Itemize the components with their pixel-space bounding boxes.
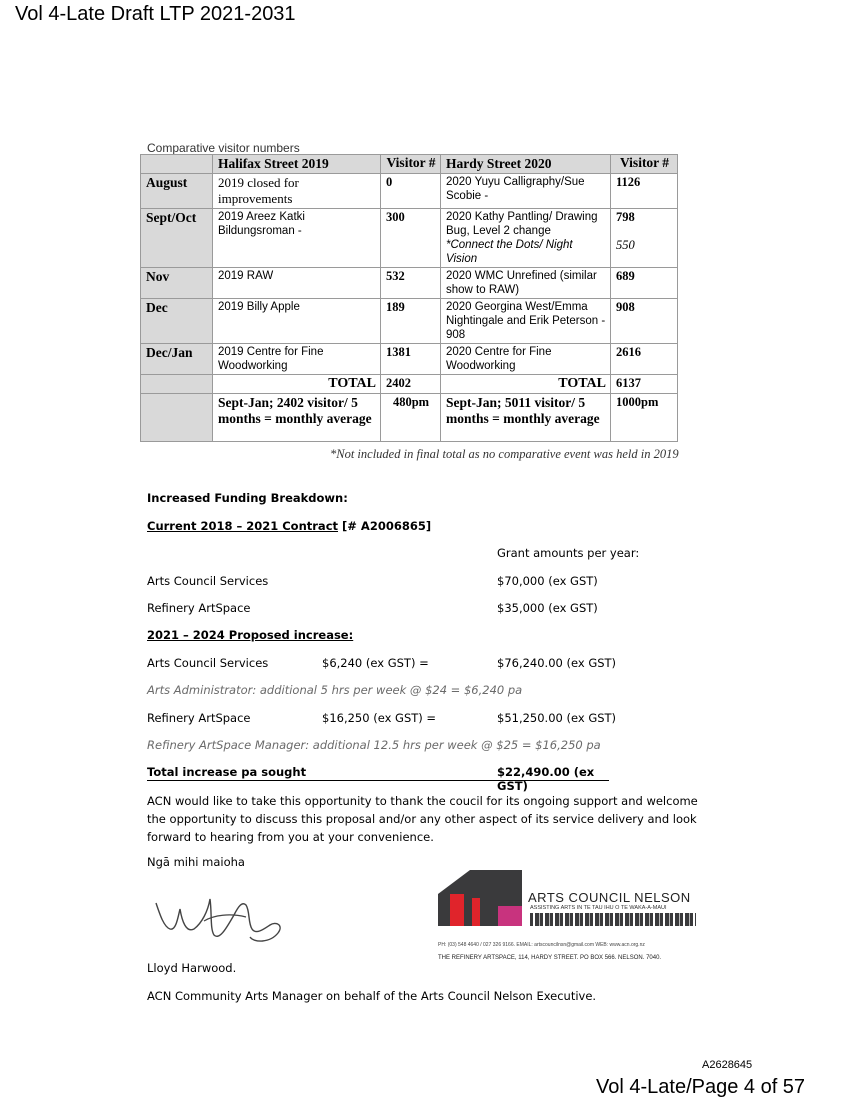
table-row — [141, 344, 678, 375]
current-contract-title: Current 2018 – 2021 Contract — [147, 519, 339, 533]
current-contract-line — [147, 519, 431, 533]
ras-label: Refinery ArtSpace — [147, 601, 251, 615]
header-empty — [141, 155, 213, 174]
average-text-2020: Sept-Jan; 5011 visitor/ 5 months = monthly average — [441, 394, 611, 442]
table-row — [141, 174, 678, 209]
month-cell: Dec/Jan — [141, 344, 213, 375]
event-2020-cell — [441, 209, 611, 268]
total-row — [141, 375, 678, 394]
average-text-2019: Sept-Jan; 2402 visitor/ 5 months = monthly average — [213, 394, 381, 442]
closing-paragraph: ACN would like to take this opportunity to thank the coucil for its ongoing support and welcome the opportunity to discuss this proposal and/or any other aspect of its service delivery and look forward to hearing from you at your convenience. — [147, 794, 698, 844]
month-cell: August — [141, 174, 213, 209]
signature-image — [150, 885, 300, 950]
visitors-2019: 1381 — [381, 344, 441, 375]
contract-ref: [# A2006865] — [338, 519, 432, 533]
funding-title: Increased Funding Breakdown: — [147, 491, 348, 505]
visitors-2020: 689 — [611, 268, 678, 299]
event-2020: 2020 Centre for Fine Woodworking — [441, 344, 611, 375]
visitors-2020: 798 — [616, 210, 635, 224]
month-cell: Sept/Oct — [141, 209, 213, 268]
header-hardy: Hardy Street 2020 — [441, 155, 611, 174]
event-2020: 2020 Yuyu Calligraphy/Sue Scobie - — [441, 174, 611, 209]
total-label-2020: TOTAL — [441, 375, 611, 394]
visitors-2020-extra: 550 — [616, 238, 635, 252]
logo-tagline: ASSISTING ARTS IN TE TAU IHU O TE WAKA-A-MAUI — [530, 905, 667, 911]
visitors-2019: 300 — [381, 209, 441, 268]
proposed-title: 2021 – 2024 Proposed increase: — [147, 628, 354, 642]
total-increase-label: Total increase pa sought — [147, 765, 307, 779]
event-2019: 2019 closed for improvements — [213, 174, 381, 209]
ras-note: Refinery ArtSpace Manager: additional 12.5 hrs per week @ $25 = $16,250 pa — [147, 738, 601, 752]
event-2020: 2020 Georgina West/Emma Nightingale and Erik Peterson - 908 — [441, 299, 611, 344]
table-row — [141, 268, 678, 299]
table-header-row — [141, 155, 678, 174]
month-cell: Dec — [141, 299, 213, 344]
table-row — [141, 299, 678, 344]
visitors-2020: 1126 — [611, 174, 678, 209]
ras-label-proposed: Refinery ArtSpace — [147, 711, 251, 725]
table-footnote: *Not included in final total as no comparative event was held in 2019 — [330, 447, 679, 461]
logo-org-name: ARTS COUNCIL NELSON — [528, 890, 691, 905]
acs-label: Arts Council Services — [147, 574, 269, 588]
signatory-role: ACN Community Arts Manager on behalf of the Arts Council Nelson Executive. — [147, 989, 597, 1003]
logo-maori-pattern — [530, 913, 696, 926]
logo-contact: PH: (03) 548 4640 / 027 326 9166. EMAIL: artscouncilnsn@gmail.com WEB: www.acn.org.nz — [438, 942, 645, 948]
total-2020: 6137 — [611, 375, 678, 394]
ras-new-amount: $51,250.00 (ex GST) — [497, 711, 617, 725]
average-2020: 1000pm — [611, 394, 678, 442]
event-2019: 2019 RAW — [213, 268, 381, 299]
visitor-comparison-table — [140, 154, 678, 442]
header-visitor-2020: Visitor # — [611, 155, 678, 174]
header-halifax: Halifax Street 2019 — [213, 155, 381, 174]
visitors-2020: 2616 — [611, 344, 678, 375]
visitors-2020-cell — [611, 209, 678, 268]
average-empty — [141, 394, 213, 442]
ras-current-amount: $35,000 (ex GST) — [497, 601, 598, 615]
header-visitor-2019: Visitor # — [381, 155, 441, 174]
total-label-2019: TOTAL — [213, 375, 381, 394]
acs-current-amount: $70,000 (ex GST) — [497, 574, 598, 588]
page-header: Vol 4-Late Draft LTP 2021-2031 — [15, 3, 296, 25]
table-row — [141, 209, 678, 268]
acs-label-proposed: Arts Council Services — [147, 656, 269, 670]
average-2019: 480pm — [381, 394, 441, 442]
total-2019: 2402 — [381, 375, 441, 394]
event-2020: 2020 Kathy Pantling/ Drawing Bug, Level 2 change — [446, 211, 598, 237]
page-footer: Vol 4-Late/Page 4 of 57 — [596, 1076, 806, 1098]
average-row — [141, 394, 678, 442]
grant-heading: Grant amounts per year: — [497, 546, 640, 560]
table-caption: Comparative visitor numbers — [147, 141, 300, 155]
document-reference: A2628645 — [702, 1059, 753, 1071]
signatory-name: Lloyd Harwood. — [147, 961, 237, 975]
total-empty — [141, 375, 213, 394]
total-increase-line — [147, 765, 609, 793]
total-increase-value: $22,490.00 (ex GST) — [497, 765, 595, 793]
logo-address: THE REFINERY ARTSPACE, 114, HARDY STREET. PO BOX 566. NELSON. 7040. — [438, 955, 662, 961]
sign-off: Ngā mihi maioha — [147, 855, 245, 869]
visitors-2019: 532 — [381, 268, 441, 299]
event-2020: 2020 WMC Unrefined (similar show to RAW) — [441, 268, 611, 299]
visitors-2020: 908 — [611, 299, 678, 344]
acs-note: Arts Administrator: additional 5 hrs per week @ $24 = $6,240 pa — [147, 683, 523, 697]
month-cell: Nov — [141, 268, 213, 299]
ras-increase: $16,250 (ex GST) = — [322, 711, 437, 725]
event-2019: 2019 Areez Katki Bildungsroman - — [213, 209, 381, 268]
event-2019: 2019 Centre for Fine Woodworking — [213, 344, 381, 375]
acs-new-amount: $76,240.00 (ex GST) — [497, 656, 617, 670]
arts-council-logo — [438, 870, 698, 965]
acs-increase: $6,240 (ex GST) = — [322, 656, 429, 670]
logo-building-icon — [438, 870, 534, 928]
event-2019: 2019 Billy Apple — [213, 299, 381, 344]
event-2020-extra: *Connect the Dots/ Night Vision — [446, 239, 573, 265]
visitors-2019: 189 — [381, 299, 441, 344]
visitors-2019: 0 — [381, 174, 441, 209]
